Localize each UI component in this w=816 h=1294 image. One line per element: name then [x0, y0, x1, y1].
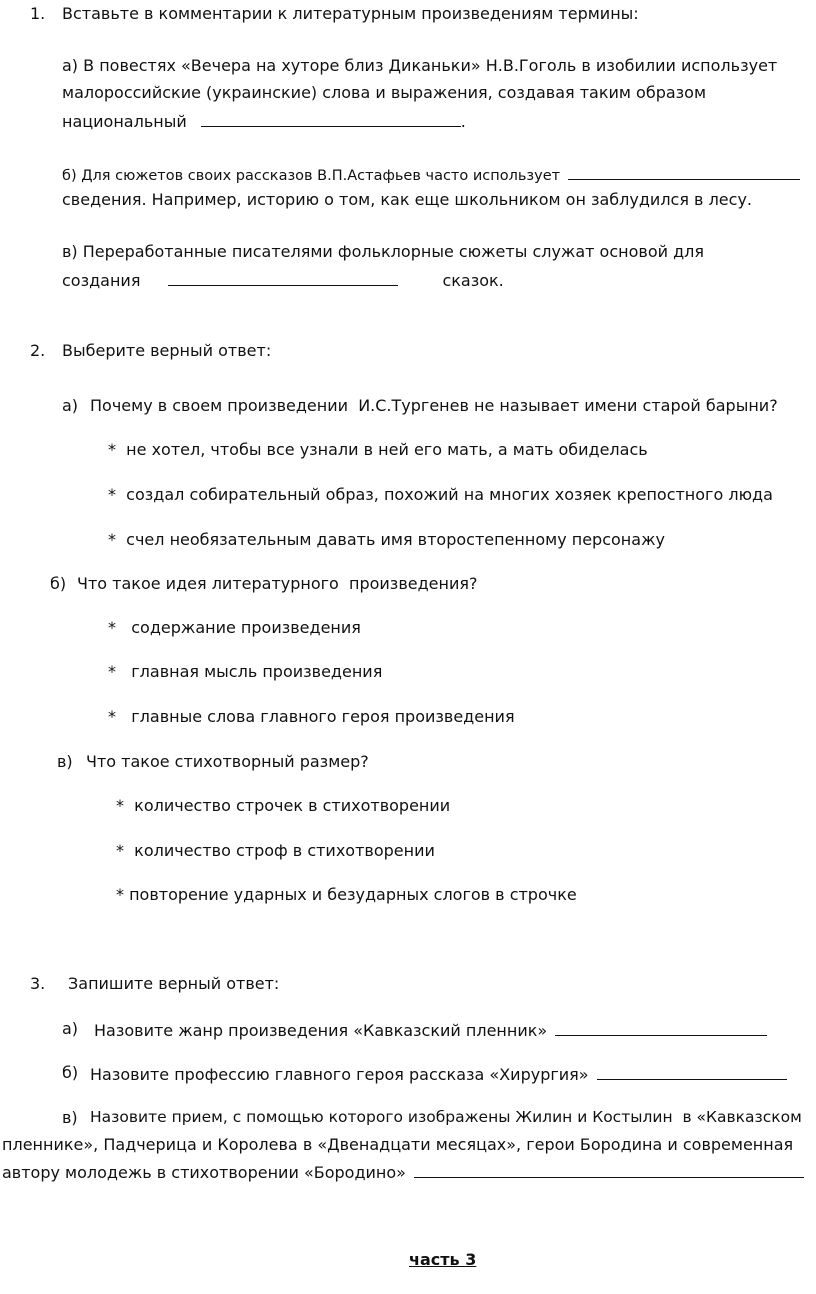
q2b-option-1: * содержание произведения [108, 618, 361, 637]
q1b-prefix: б) Для сюжетов своих рассказов В.П.Астафьев часто использует [62, 168, 561, 184]
q1a-blank [201, 112, 461, 127]
q2b-question: Что такое идея литературного произведения? [77, 574, 478, 593]
q1a-line-3 [62, 112, 466, 130]
q2c-option-2: * количество строф в стихотворении [116, 841, 435, 860]
q3a-label: а) [62, 1019, 79, 1038]
q1-number: 1. [30, 4, 46, 23]
q2a-question: Почему в своем произведении И.С.Тургенев не называет имени старой барыни? [90, 396, 778, 415]
q3b-blank [597, 1065, 787, 1080]
q3a-text: Назовите жанр произведения «Кавказский пленник» [94, 1021, 548, 1040]
q1a-prefix: национальный [62, 112, 187, 131]
q1-title: Вставьте в комментарии к литературным произведениям термины: [62, 4, 639, 23]
q1c-line-2 [62, 271, 504, 289]
q2c-question: Что такое стихотворный размер? [86, 752, 369, 771]
q2b-label: б) [50, 574, 67, 593]
q2c-label: в) [57, 752, 73, 771]
q3a-blank [555, 1021, 767, 1036]
q2c-option-1: * количество строчек в стихотворении [116, 796, 451, 815]
part-heading: часть 3 [409, 1250, 477, 1269]
q3b-text: Назовите профессию главного героя рассказа «Хирургия» [90, 1065, 589, 1084]
q1c-prefix: создания [62, 271, 141, 290]
q1b-blank [568, 165, 800, 180]
q1a-suffix: . [460, 112, 466, 131]
q1a-line-2: малороссийские (украинские) слова и выражения, создавая таким образом [62, 83, 707, 102]
q3c-prefix: автору молодежь в стихотворении «Бородино» [2, 1163, 406, 1182]
q3c-line-1: Назовите прием, с помощью которого изображены Жилин и Костылин в «Кавказском [90, 1108, 802, 1126]
q2a-option-2: * создал собирательный образ, похожий на многих хозяек крепостного люда [108, 485, 773, 504]
q1c-line-1: в) Переработанные писателями фольклорные сюжеты служат основой для [62, 242, 705, 261]
q2b-option-3: * главные слова главного героя произведения [108, 707, 515, 726]
q3c-line-3 [2, 1163, 804, 1181]
q2a-option-3: * счел необязательным давать имя второстепенному персонажу [108, 530, 665, 549]
q2a-label: а) [62, 396, 79, 415]
q1c-blank [168, 271, 398, 286]
q3c-blank [414, 1163, 804, 1178]
q3b-label: б) [62, 1063, 79, 1082]
q1a-line-1: а) В повестях «Вечера на хуторе близ Диканьки» Н.В.Гоголь в изобилии использует [62, 56, 778, 75]
q3c-label: в) [62, 1108, 78, 1127]
q2b-option-2: * главная мысль произведения [108, 662, 383, 681]
q3a-line [94, 1021, 767, 1039]
q2a-option-1: * не хотел, чтобы все узнали в ней его мать, а мать обиделась [108, 440, 648, 459]
q1b-line-2: сведения. Например, историю о том, как еще школьником он заблудился в лесу. [62, 190, 752, 209]
q2-number: 2. [30, 341, 46, 360]
q3-number: 3. [30, 974, 46, 993]
q3-title: Запишите верный ответ: [68, 974, 280, 993]
q2c-option-3: * повторение ударных и безударных слогов в строчке [116, 885, 577, 904]
q3b-line [90, 1065, 787, 1083]
q2-title: Выберите верный ответ: [62, 341, 272, 360]
q3c-line-2: пленнике», Падчерица и Королева в «Двенадцати месяцах», герои Бородина и современная [2, 1135, 794, 1154]
q1b-line-1 [62, 165, 800, 184]
q1c-suffix: сказок. [442, 271, 504, 290]
